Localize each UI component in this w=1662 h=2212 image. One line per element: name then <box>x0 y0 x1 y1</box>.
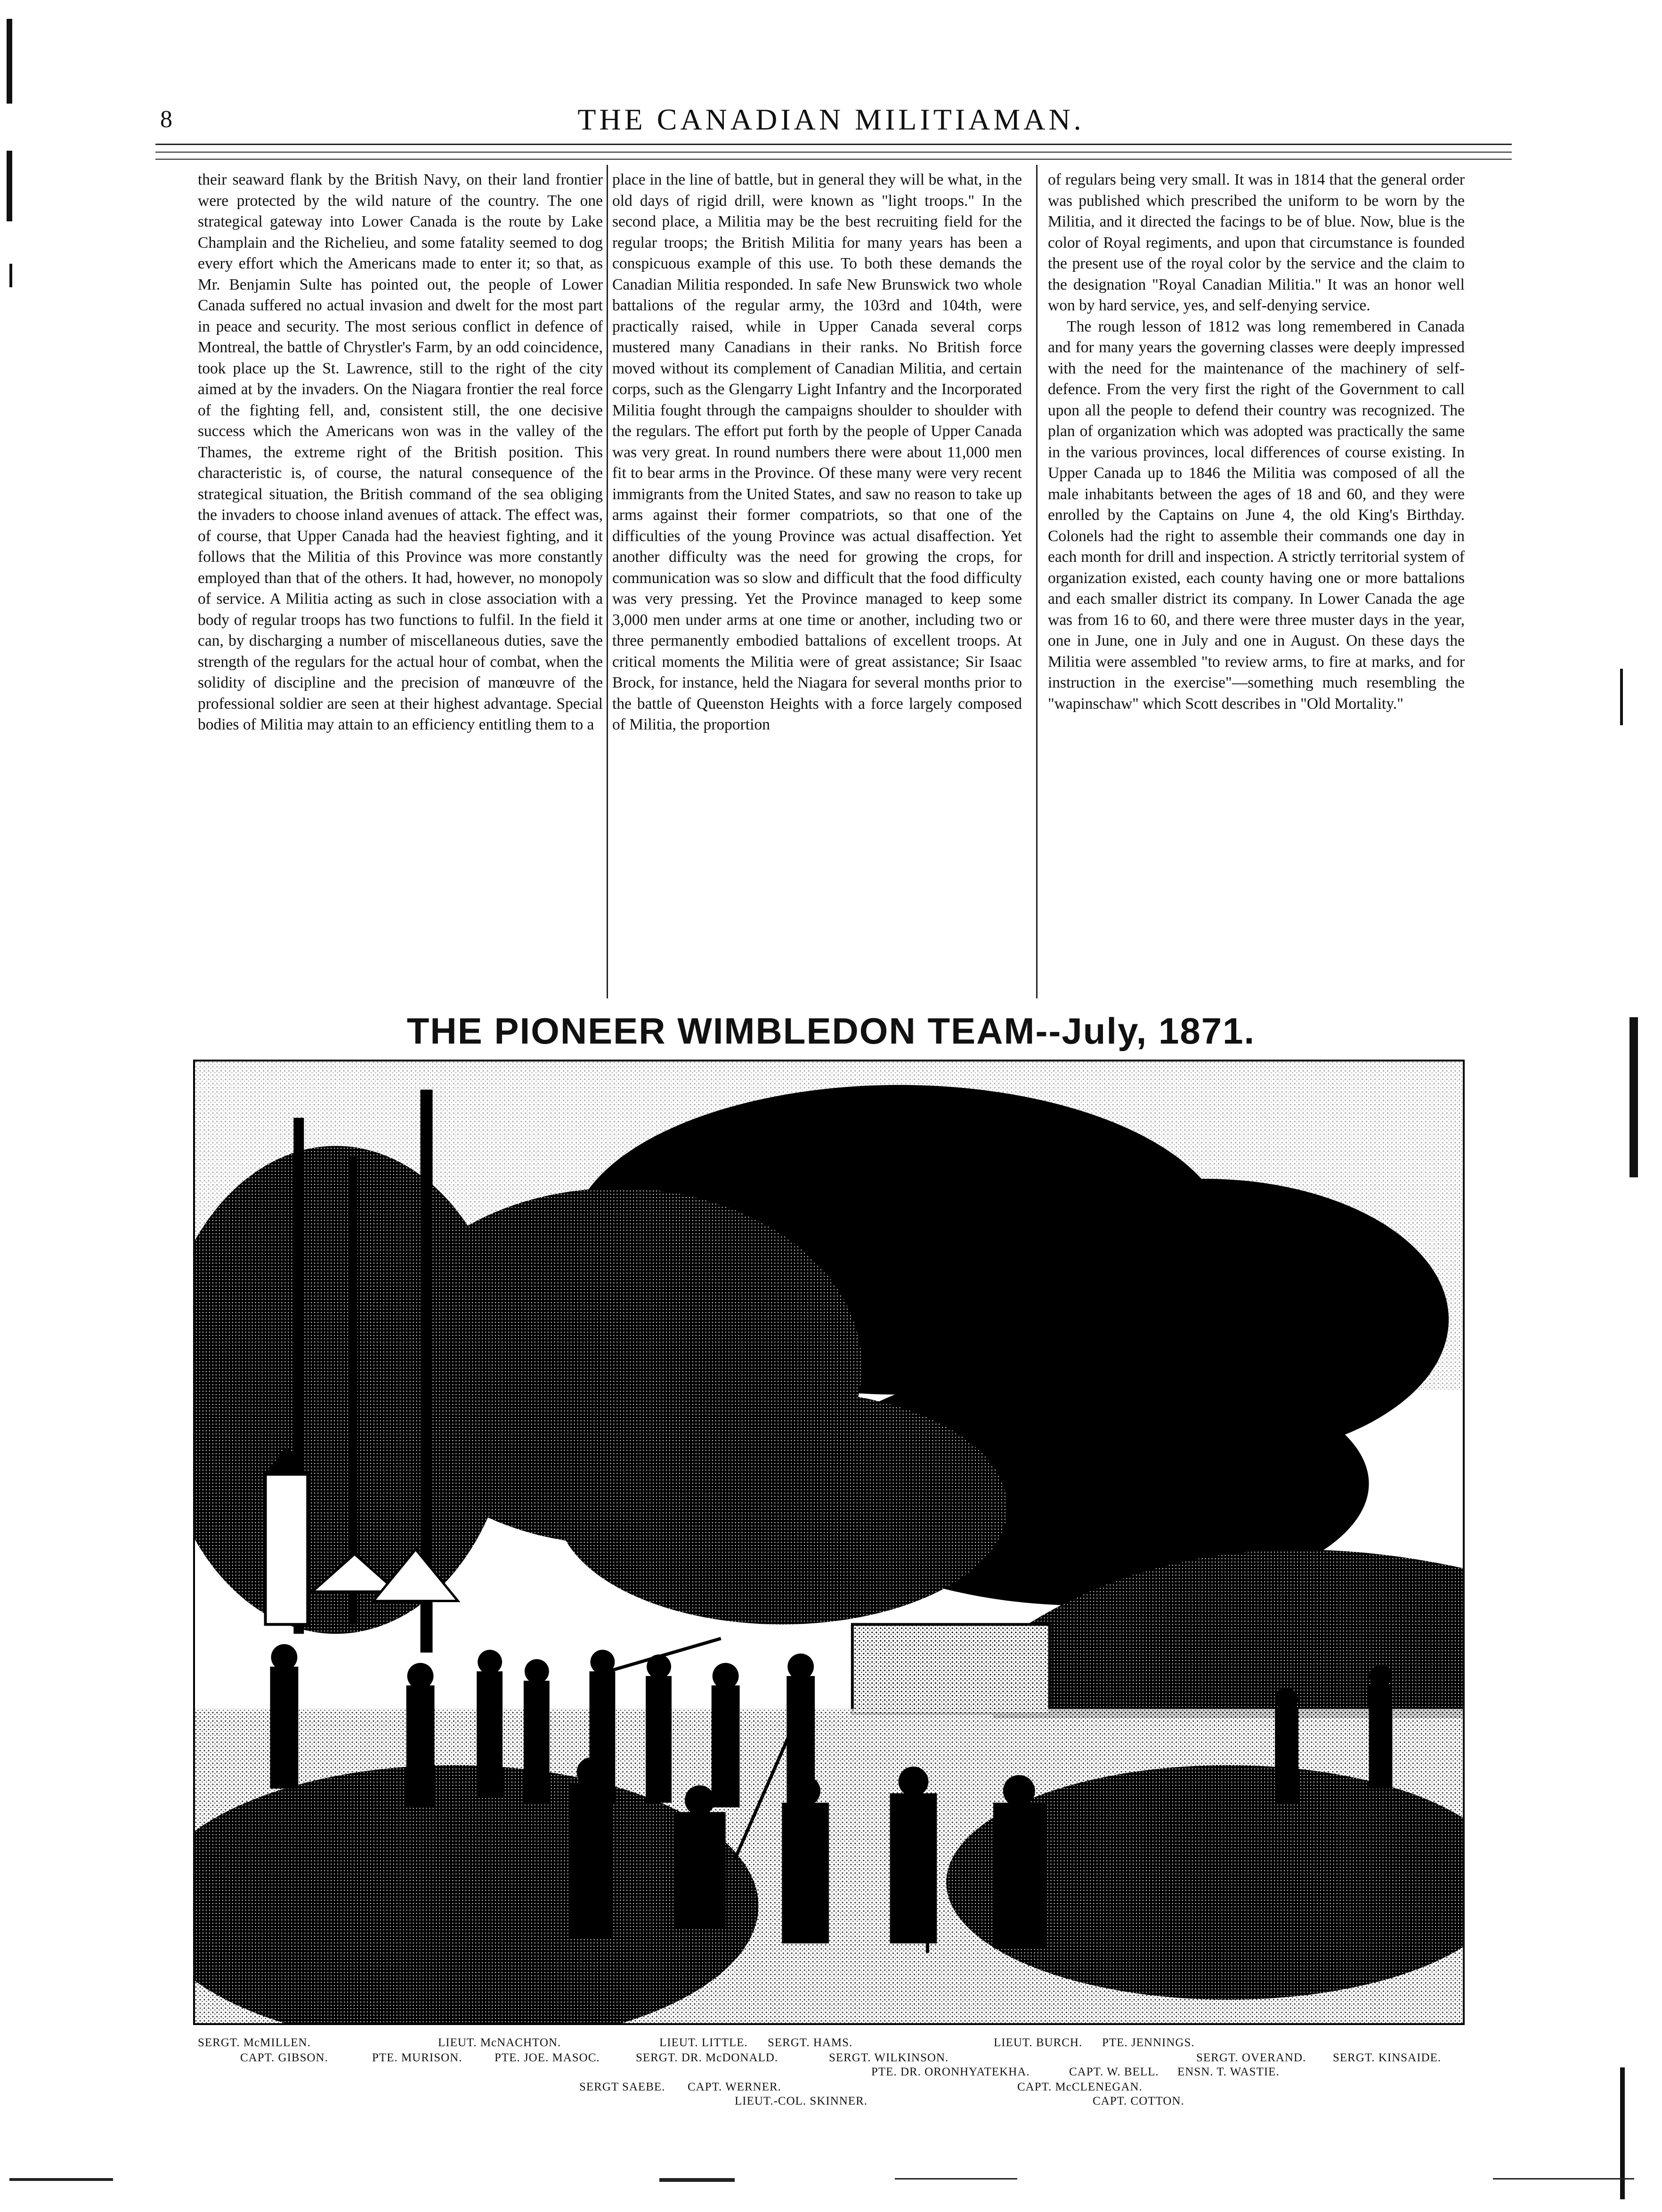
scan-margin-mark <box>1630 1017 1638 1177</box>
caption-name: LIEUT.-COL. SKINNER. <box>735 2095 867 2107</box>
column-divider <box>1036 165 1038 998</box>
caption-name: SERGT. DR. McDONALD. <box>636 2051 778 2064</box>
header-rule <box>155 144 1512 145</box>
caption-name: ENSN. T. WASTIE. <box>1177 2066 1280 2078</box>
picture-title: THE PIONEER WIMBLEDON TEAM--July, 1871. <box>406 1010 1256 1052</box>
scan-margin-mark <box>1620 2067 1625 2199</box>
scan-margin-mark <box>9 264 12 287</box>
caption-name: PTE. JENNINGS. <box>1102 2036 1195 2049</box>
team-photograph <box>193 1060 1465 2025</box>
scan-margin-mark <box>7 19 12 104</box>
scan-margin-mark <box>895 2178 1017 2180</box>
caption-name: SERGT. WILKINSON. <box>829 2051 949 2064</box>
article-column-1 <box>198 170 603 998</box>
caption-name: CAPT. WERNER. <box>688 2081 781 2093</box>
column-divider <box>607 165 608 998</box>
caption-name: LIEUT. BURCH. <box>994 2036 1083 2049</box>
caption-name: SERGT. HAMS. <box>768 2036 853 2049</box>
caption-name: PTE. MURISON. <box>372 2051 462 2064</box>
article-paragraph: The rough lesson of 1812 was long remembered in Canada and for many years the governing classes were deeply impressed with the need for the maintenance of the machinery of self-defence. From the very first the right of the Government to call upon all the people to defend their country was recognized. The plan of organization which was adopted was practically the same in the various provinces, local differences of course existing. In Upper Canada up to 1846 the Militia was composed of all the male inhabitants between the ages of 18 and 60, and they were enrolled by the Captains on June 4, the old King's Birthday. Colonels had the right to assemble their commands one day in each month for drill and inspection. A strictly territorial system of organization existed, each county having one or more battalions and each smaller district its company. In Lower Canada the age was from 16 to 60, and there were three muster days in the year, one in June, one in July and one in August. On these days the Militia were assembled "to review arms, to fire at marks, and for instruction in the exercise"—something much resembling the "wapinschaw" which Scott describes in "Old Mortality." <box>1048 317 1465 713</box>
publication-title: THE CANADIAN MILITIAMAN. <box>577 103 1085 136</box>
scan-margin-mark <box>1493 2178 1634 2180</box>
article-column-2 <box>612 170 1022 998</box>
team-photograph-image <box>195 1061 1463 2023</box>
page-number: 8 <box>160 106 172 133</box>
caption-name: SERGT. OVERAND. <box>1196 2051 1306 2064</box>
article-paragraph: place in the line of battle, but in general they will be what, in the old days of rigid drill, were known as "light troops." In the second place, a Militia may be the best recruiting field for the regular troops; the British Militia for many years has been a conspicuous example of this use. To both these demands the Canadian Militia responded. In safe New Brunswick two whole battalions of the regular army, the 103rd and 104th, were practically raised, while in Upper Canada several corps mustered many Canadians in their ranks. No British force moved without its complement of Canadian Militia, and certain corps, such as the Glengarry Light Infantry and the Incorporated Militia fought through the campaigns shoulder to shoulder with the regulars. The effort put forth by the people of Upper Canada was very great. In round numbers there were about 11,000 men fit to bear arms in the Province. Of these many were very recent immigrants from the United States, and saw no reason to take up arms against their former compatriots, so that one of the difficulties of the young Province was actual disaffection. Yet another difficulty was the need for growing the crops, for communication was so slow and difficult that the food difficulty was very pressing. Yet the Province managed to keep some 3,000 men under arms at one time or another, including two or three permanently embodied battalions of excellent troops. At critical moments the Militia were of great assistance; Sir Isaac Brock, for instance, held the Niagara for several months prior to the battle of Queenston Heights with a force largely composed of Militia, the proportion <box>612 171 1022 733</box>
article-paragraph: of regulars being very small. It was in 1814 that the general order was published which prescribed the uniform to be worn by the Militia, and it directed the facings to be of blue. Now, blue is the color of Royal regiments, and upon that circumstance is founded the present use of the royal color by the service and the claim to the designation "Royal Canadian Militia." It was an honor well won by hard service, yes, and self-denying service. <box>1048 171 1465 314</box>
scan-margin-mark <box>1620 669 1623 725</box>
article-paragraph: their seaward flank by the British Navy, on their land frontier were protected by the wild nature of the country. The one strategical gateway into Lower Canada is the route by Lake Champlain and the Richelieu, and some fatality seemed to dog every effort which the Americans made to enter it; so that, as Mr. Benjamin Sulte has pointed out, the people of Lower Canada suffered no actual invasion and dwelt for the most part in peace and security. The most serious conflict in defence of Montreal, the battle of Chrystler's Farm, by an odd coincidence, took place up the St. Lawrence, still to the right of the city aimed at by the invaders. On the Niagara frontier the real force of the fighting fell, and, consistent still, the one decisive success which the Americans won was in the valley of the Thames, the extreme right of the British position. This characteristic is, of course, the natural consequence of the strategical situation, the British command of the sea obliging the invaders to choose inland avenues of attack. The effect was, of course, that Upper Canada had the heaviest fighting, and it follows that the Militia of this Province was more constantly employed than that of the others. It had, however, no monopoly of service. A Militia acting as such in close association with a body of regular troops has two functions to fulfil. In the field it can, by discharging a number of miscellaneous duties, save the strength of the regulars for the actual hour of combat, when the solidity of discipline and the precision of manœuvre of the professional soldier are seen at their highest advantage. Special bodies of Militia may attain to an efficiency entitling them to a <box>198 171 603 733</box>
caption-name: PTE. DR. ORONHYATEKHA. <box>871 2066 1030 2078</box>
caption-name: LIEUT. McNACHTON. <box>438 2036 561 2049</box>
caption-name: LIEUT. LITTLE. <box>659 2036 748 2049</box>
article-column-3 <box>1048 170 1465 998</box>
header-rule-thin <box>155 159 1512 160</box>
caption-name: CAPT. GIBSON. <box>240 2051 328 2064</box>
caption-name: CAPT. W. BELL. <box>1069 2066 1159 2078</box>
caption-name: SERGT SAEBE. <box>579 2081 665 2093</box>
scan-margin-mark <box>7 151 12 221</box>
header-rule-thin <box>155 152 1512 153</box>
scan-margin-mark <box>9 2178 113 2181</box>
caption-name: PTE. JOE. MASOC. <box>495 2051 600 2064</box>
photo-captions <box>184 2037 1493 2173</box>
caption-name: SERGT. McMILLEN. <box>198 2036 311 2049</box>
caption-name: SERGT. KINSAIDE. <box>1333 2051 1442 2064</box>
scan-margin-mark <box>659 2178 735 2182</box>
caption-name: CAPT. COTTON. <box>1093 2095 1184 2107</box>
caption-name: CAPT. McCLENEGAN. <box>1017 2081 1143 2093</box>
